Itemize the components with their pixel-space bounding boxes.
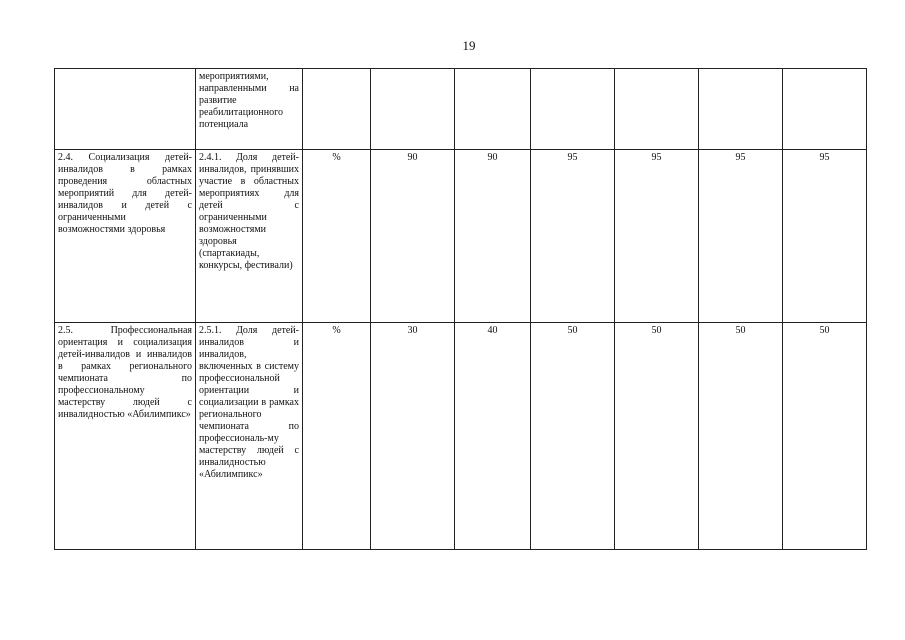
indicator-cell: мероприятиями, направленными на развитие реабилитационного потенциала [196, 69, 303, 150]
unit-cell: % [303, 323, 371, 550]
value-cell: 95 [699, 150, 783, 323]
value-cell [371, 69, 455, 150]
value-cell [531, 69, 615, 150]
value-cell: 50 [699, 323, 783, 550]
value-cell: 50 [615, 323, 699, 550]
page-number: 19 [462, 38, 476, 53]
value-cell: 50 [531, 323, 615, 550]
value-cell: 40 [455, 323, 531, 550]
value-cell: 95 [615, 150, 699, 323]
table-row [55, 323, 867, 550]
unit-cell: % [303, 150, 371, 323]
value-cell [783, 69, 867, 150]
goal-cell [55, 69, 196, 150]
value-cell: 95 [783, 150, 867, 323]
value-cell: 30 [371, 323, 455, 550]
indicators-table [54, 68, 867, 550]
value-cell: 50 [783, 323, 867, 550]
value-cell [455, 69, 531, 150]
unit-cell [303, 69, 371, 150]
value-cell [615, 69, 699, 150]
value-cell: 90 [455, 150, 531, 323]
value-cell: 95 [531, 150, 615, 323]
value-cell [699, 69, 783, 150]
indicator-cell: 2.5.1. Доля детей-инвалидов и инвалидов, включенных в систему профессиональной ориентации и социализации в рамках регионального чемпионата по профессиональ-му мастерству людей с инвалидностью «Абилимпикс» [196, 323, 303, 550]
goal-cell: 2.5. Профессиональная ориентация и социализация детей-инвалидов и инвалидов в рамках регионального чемпионата по профессиональному мастерству людей с инвалидностью «Абилимпикс» [55, 323, 196, 550]
value-cell: 90 [371, 150, 455, 323]
table-row [55, 150, 867, 323]
goal-cell: 2.4. Социализация детей-инвалидов в рамках проведения областных мероприятий для детей-инвалидов и детей с ограниченными возможностями здоровья [55, 150, 196, 323]
table-row [55, 69, 867, 150]
indicator-cell: 2.4.1. Доля детей-инвалидов, принявших участие в областных мероприятиях для детей с ограниченными возможностями здоровья (спартакиады, конкурсы, фестивали) [196, 150, 303, 323]
